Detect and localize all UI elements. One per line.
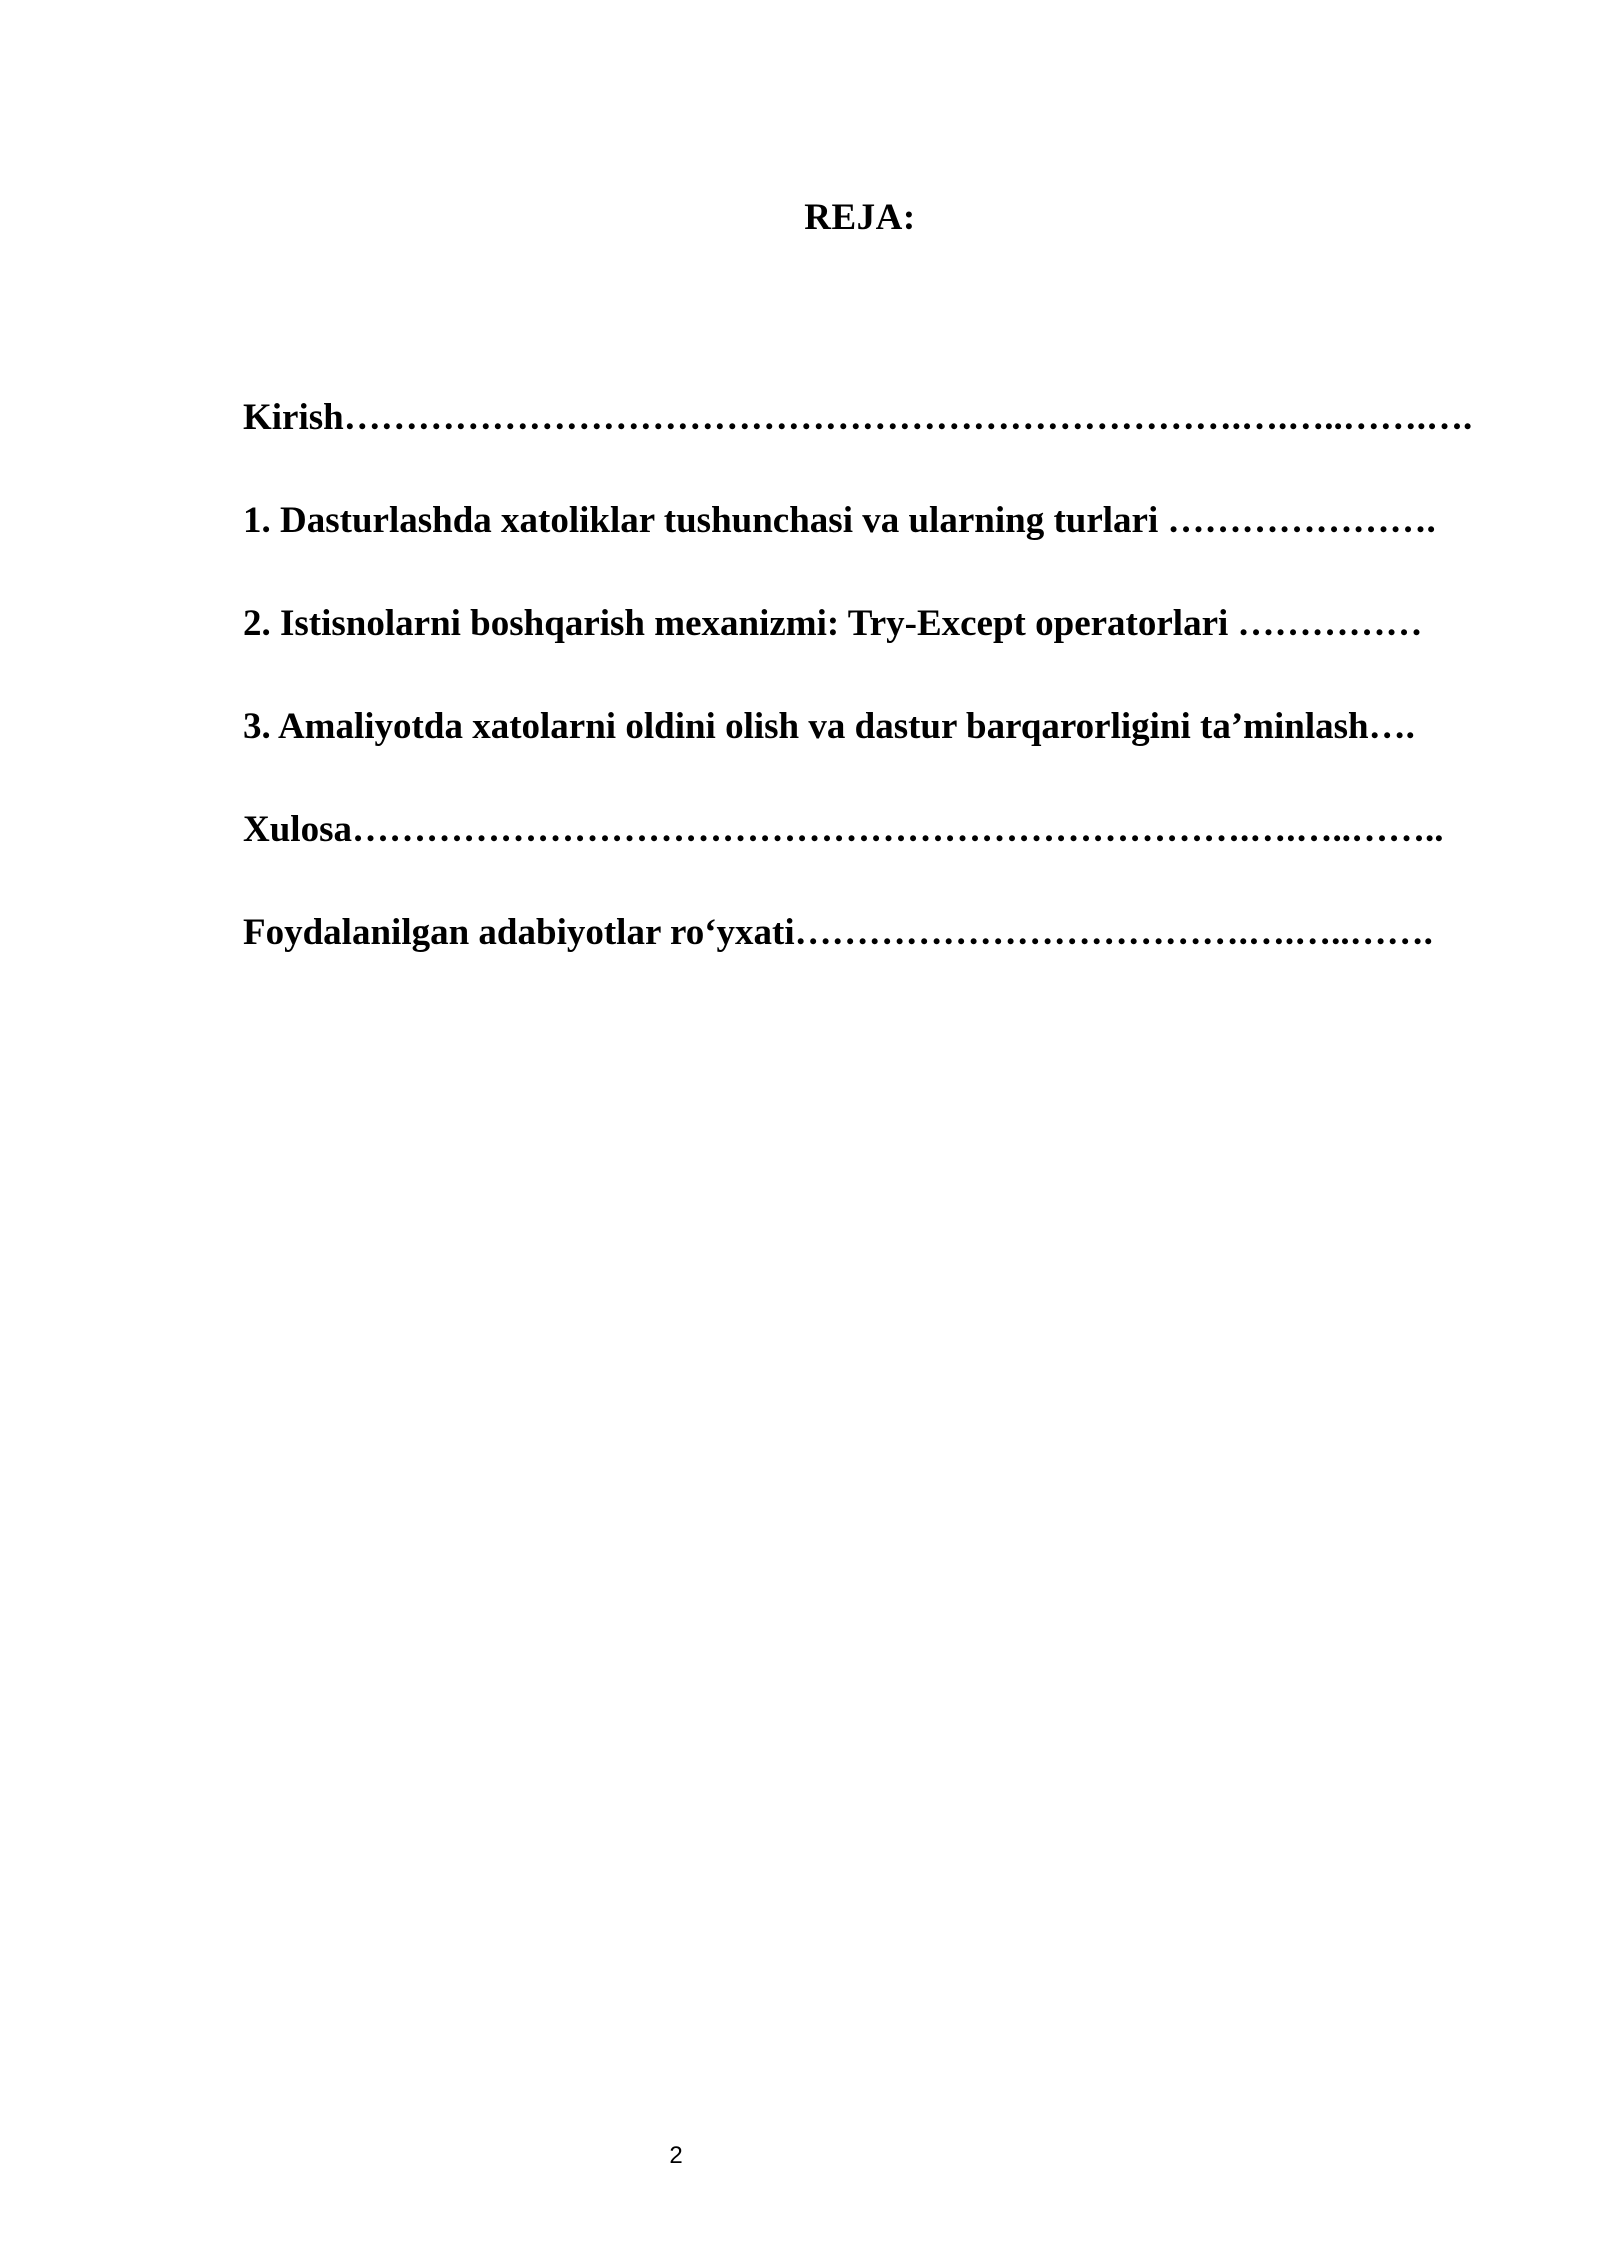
toc-item-section-2: 2. Istisnolarni boshqarish mexanizmi: Try-Except operatorlari …………… bbox=[243, 603, 1423, 644]
toc-item-section-3: 3. Amaliyotda xatolarni oldini olish va dastur barqarorligini ta’minlash…. bbox=[243, 706, 1415, 747]
page-title: REJA: bbox=[804, 197, 916, 238]
toc-item-kirish: Kirish……………………………………………………………….….…..…….…. bbox=[243, 397, 1473, 438]
toc-item-references: Foydalanilgan adabiyotlar ro‘yxati……………………………….….…..……. bbox=[243, 912, 1433, 953]
toc-item-xulosa: Xulosa……………………………………………………………….….…..…….. bbox=[243, 809, 1444, 850]
table-of-contents bbox=[243, 395, 1473, 1013]
toc-item-section-1: 1. Dasturlashda xatoliklar tushunchasi va ularning turlari …………………. bbox=[243, 500, 1436, 541]
page-number: 2 bbox=[669, 2142, 683, 2169]
